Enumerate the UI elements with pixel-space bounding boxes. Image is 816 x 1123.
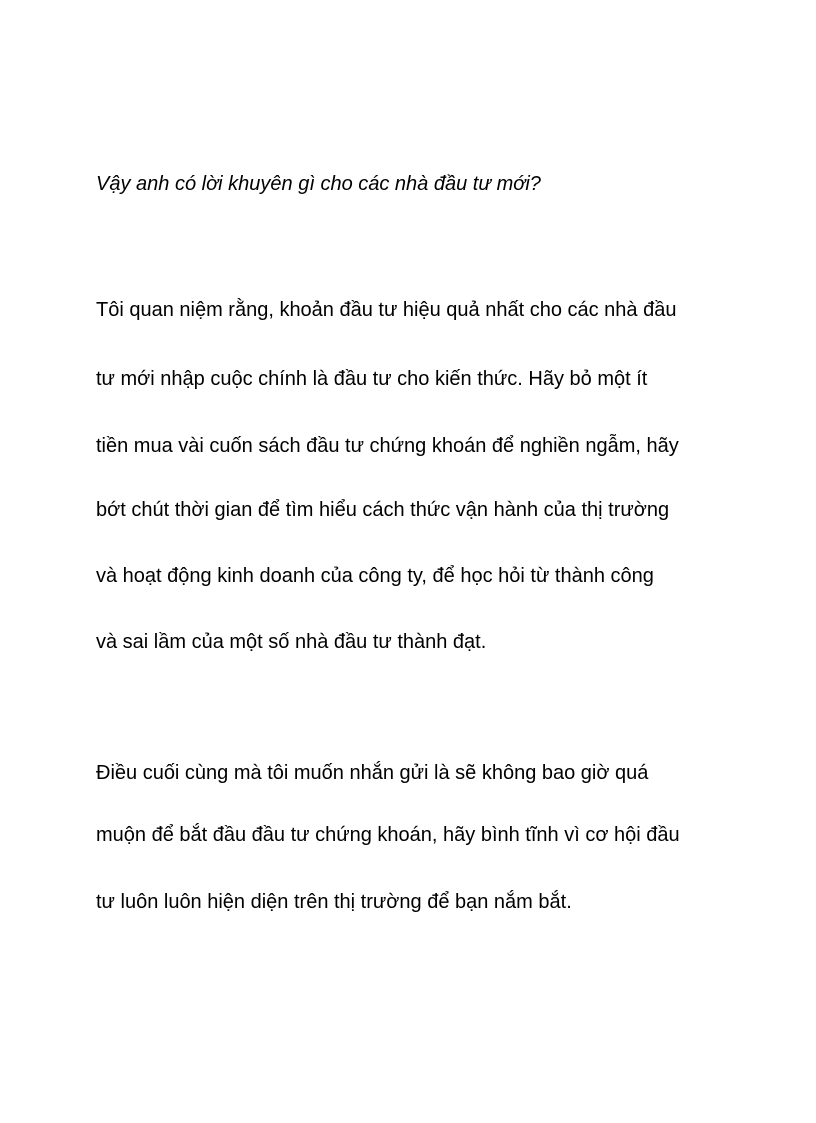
paragraph-2-line: muộn để bắt đầu đầu tư chứng khoán, hãy bình tĩnh vì cơ hội đầu: [96, 824, 680, 846]
paragraph-1-line: tư mới nhập cuộc chính là đầu tư cho kiến thức. Hãy bỏ một ít: [96, 368, 648, 390]
paragraph-2-line: tư luôn luôn hiện diện trên thị trường để bạn nắm bắt.: [96, 891, 572, 913]
paragraph-1-line: tiền mua vài cuốn sách đầu tư chứng khoán để nghiền ngẫm, hãy: [96, 435, 679, 457]
paragraph-1-line: bớt chút thời gian để tìm hiểu cách thức vận hành của thị trường: [96, 499, 670, 521]
question-heading: Vậy anh có lời khuyên gì cho các nhà đầu tư mới?: [96, 173, 541, 195]
paragraph-2-line: Điều cuối cùng mà tôi muốn nhắn gửi là sẽ không bao giờ quá: [96, 762, 649, 784]
paragraph-1-line: và hoạt động kinh doanh của công ty, để học hỏi từ thành công: [96, 565, 654, 587]
paragraph-1-line: Tôi quan niệm rằng, khoản đầu tư hiệu quả nhất cho các nhà đầu: [96, 299, 677, 321]
paragraph-1-line: và sai lầm của một số nhà đầu tư thành đạt.: [96, 631, 487, 653]
